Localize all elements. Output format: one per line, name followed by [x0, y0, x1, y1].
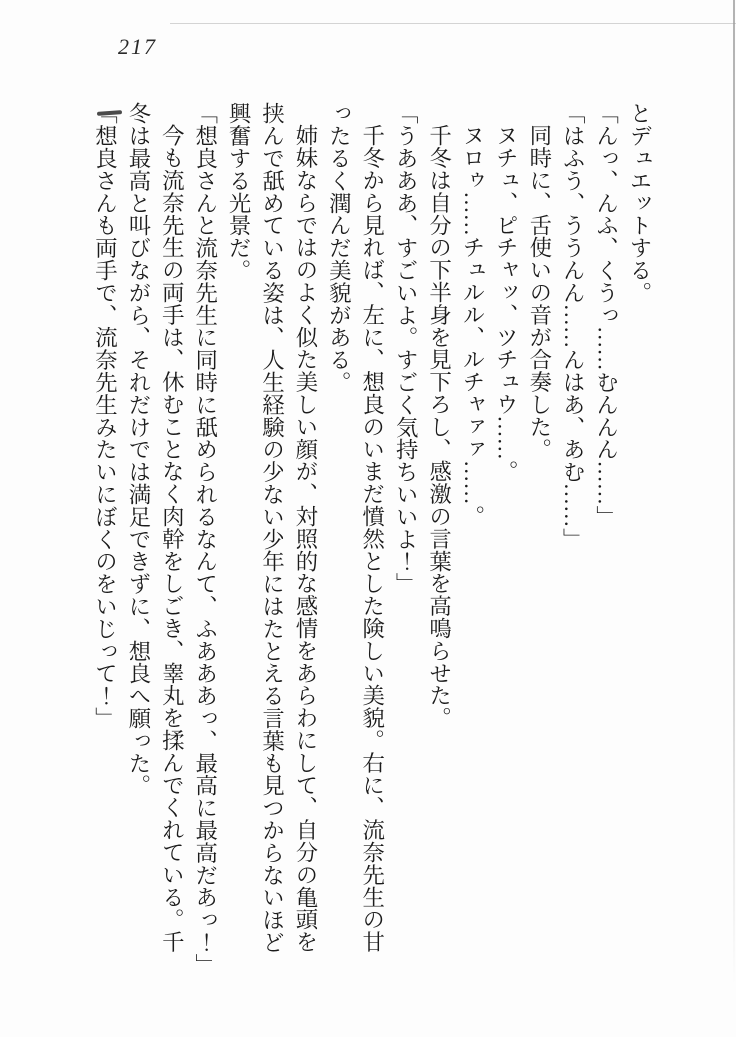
text-column-15: 今も流奈先生の両手は、休むことなく肉幹をしごき、睾丸を揉んでくれている。千 [159, 124, 185, 954]
text-column-6: ヌロゥ……チュルル、ルチャァァ……。 [459, 124, 485, 528]
text-column-13: 興奮する光景だ。 [226, 102, 252, 282]
vertical-text-block [88, 102, 656, 976]
text-column-14: 「想良さんと流奈先生に同時に舐められるなんて、ふあああっ、最高に最高だあっ！」 [192, 102, 218, 976]
text-column-3: 「はふう、ううんん……んはあ、あむ……」 [560, 102, 586, 550]
scan-edge-line-top [170, 23, 736, 24]
text-column-5: ヌチュ、ピチャッ、ツチュウ……。 [493, 124, 519, 483]
text-column-11: 姉妹ならではのよく似た美しい顔が、対照的な感情をあらわにして、自分の亀頭を [292, 124, 318, 954]
text-column-8: 「うあああ、すごいよ。すごく気持ちいいよ！」 [393, 102, 419, 595]
text-column-16: 冬は最高と叫びながら、それだけでは満足できずに、想良へ願った。 [125, 102, 151, 797]
scan-edge-line-right [733, 0, 735, 1037]
text-column-2: 「んっ、んふ、くうっ……むんんん……」 [593, 102, 619, 528]
text-column-1: とデュエットする。 [627, 102, 652, 304]
text-column-10: ったるく潤んだ美貌がある。 [326, 102, 352, 394]
text-column-12: 挟んで舐めている姿は、人生経験の少ない少年にはたとえる言葉も見つからないほど [259, 102, 285, 954]
text-column-7: 千冬は自分の下半身を見下ろし、感激の言葉を高鳴らせた。 [426, 124, 452, 730]
text-column-9: 千冬から見れば、左に、想良のいまだ憤然とした険しい美貌。右に、流奈先生の甘 [359, 124, 385, 954]
text-column-4: 同時に、舌使いの音が合奏した。 [526, 124, 552, 461]
page-number: 217 [118, 34, 157, 59]
text-column-17: 「想良さんも両手で、流奈先生みたいにぼくのをいじって！」 [92, 102, 118, 730]
